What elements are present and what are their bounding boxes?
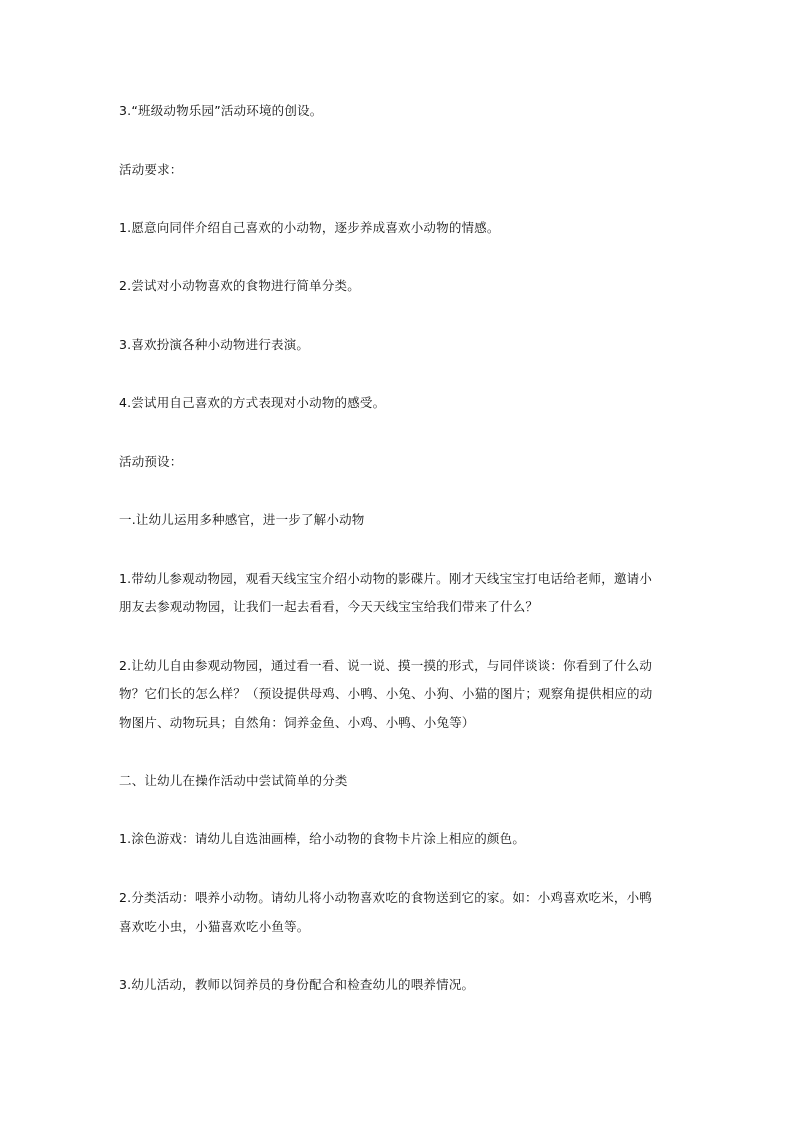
plan-part-2-heading: 二、让幼儿在操作活动中尝试简单的分类 — [119, 773, 348, 788]
requirement-1: 1.愿意向同伴介绍自己喜欢的小动物，逐步养成喜欢小动物的情感。 — [119, 220, 500, 235]
section-heading-environment: 3.“班级动物乐园”活动环境的创设。 — [119, 103, 323, 118]
plan-part-2-item-1: 1.涂色游戏：请幼儿自选油画棒，给小动物的食物卡片涂上相应的颜色。 — [119, 831, 526, 846]
plan-part-2-item-2-line-2: 喜欢吃小虫，小猫喜欢吃小鱼等。 — [119, 919, 310, 934]
plan-part-2-item-3: 3.幼儿活动，教师以饲养员的身份配合和检查幼儿的喂养情况。 — [119, 977, 475, 992]
requirement-4: 4.尝试用自己喜欢的方式表现对小动物的感受。 — [119, 395, 386, 410]
requirement-2: 2.尝试对小动物喜欢的食物进行简单分类。 — [119, 278, 360, 293]
plan-part-1-item-2-line-2: 物？它们长的怎么样？（预设提供母鸡、小鸭、小兔、小狗、小猫的图片；观察角提供相应的动 — [119, 686, 653, 701]
plan-part-1-item-2-line-1: 2.让幼儿自由参观动物园，通过看一看、说一说、摸一摸的形式，与同伴谈谈：你看到了什么动 — [119, 658, 653, 673]
plan-part-1-item-1-line-2: 朋友去参观动物园，让我们一起去看看，今天天线宝宝给我们带来了什么？ — [119, 599, 539, 614]
plan-part-1-heading: 一.让幼儿运用多种感官，进一步了解小动物 — [119, 512, 365, 527]
plan-part-2-item-2-line-1: 2.分类活动：喂养小动物。请幼儿将小动物喜欢吃的食物送到它的家。如：小鸡喜欢吃米，小鸭 — [119, 890, 653, 905]
plan-part-1-item-2-line-3: 物图片、动物玩具；自然角：饲养金鱼、小鸡、小鸭、小兔等） — [119, 715, 475, 730]
heading-activity-plan: 活动预设： — [119, 454, 183, 469]
heading-activity-requirements: 活动要求： — [119, 162, 183, 177]
plan-part-1-item-1-line-1: 1.带幼儿参观动物园，观看天线宝宝介绍小动物的影碟片。刚才天线宝宝打电话给老师，邀请小 — [119, 571, 653, 586]
requirement-3: 3.喜欢扮演各种小动物进行表演。 — [119, 337, 310, 352]
